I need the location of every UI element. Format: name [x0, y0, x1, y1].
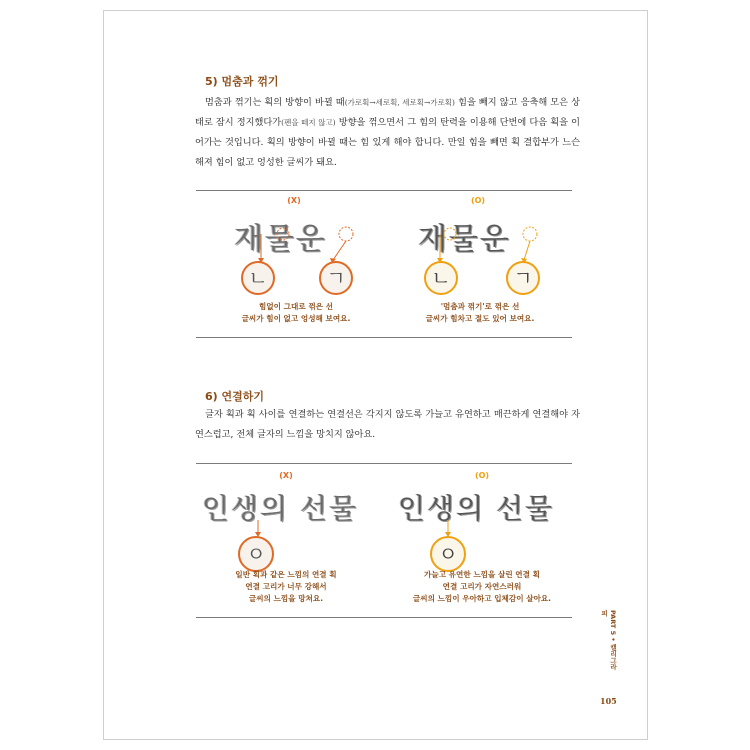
correct-mark-2: (O) [474, 471, 490, 480]
figure2-top-rule [196, 463, 572, 464]
figure-top-rule [196, 190, 572, 191]
correct-mark: (O) [470, 196, 486, 205]
section-heading-connecting: 6) 연결하기 [205, 390, 265, 403]
section-heading-stop-and-turn: 5) 멈춤과 꺾기 [205, 75, 279, 88]
zoom-circle-bad-3: ㅇ [238, 536, 274, 572]
brush-sample-good-2: 인생의 선물 [398, 492, 555, 525]
zoom-circle-good-1: ㄴ [424, 261, 458, 295]
zoom-circle-bad-2: ㄱ [319, 261, 353, 295]
caption-good: '멈춤과 꺾기'로 꺾은 선 글씨가 힘차고 절도 있어 보여요. [425, 302, 535, 323]
section-paragraph-connecting: 글자 획과 획 사이를 연결하는 연결선은 각지지 않도록 가늘고 유연하고 매끈하게 연결해야 자연스럽고, 전체 글자의 느낌을 망치지 않아요. [195, 409, 580, 440]
zoom-circle-good-2: ㄱ [506, 261, 540, 295]
brush-sample-bad: 재물운 [234, 222, 327, 257]
page-number: 105 [600, 696, 617, 706]
chapter-side-tab: PART 5 • 캘리그라피 [600, 610, 617, 670]
wrong-mark: (X) [287, 196, 301, 205]
zoom-circle-bad-1: ㄴ [241, 261, 275, 295]
brush-sample-bad-2: 인생의 선물 [202, 492, 359, 525]
section-paragraph-stop-and-turn: 멈춤과 꺾기는 획의 방향이 바뀔 때(가로획→세로획, 세로획→가로획) 힘을 빼지 않고 응축해 모은 상태로 잠시 정지했다가(펜을 떼지 않고) 방향을 꺾으면서 그 힘의 탄력을 이용해 단번에 다음 획을 이어가는 것입니다. 획의 방향이 바뀔 때는 힘 있게 해야 합니다. 만일 힘을 빼면 획 결합부가 느슨해져 힘이 없고 엉성한 글씨가 돼요. [195, 97, 580, 168]
caption-good-2: 가늘고 유연한 느낌을 살린 연결 획 연결 고리가 자연스러워 글씨의 느낌이 우아하고 입체감이 살아요. [412, 570, 552, 603]
figure2-bottom-rule [196, 617, 572, 618]
zoom-circle-good-3: ㅇ [430, 536, 466, 572]
caption-bad-2: 일반 획과 같은 느낌의 연결 획 연결 고리가 너무 강해서 글씨의 느낌을 망쳐요. [235, 570, 337, 603]
figure-bottom-rule [196, 337, 572, 338]
wrong-mark-2: (X) [279, 471, 293, 480]
caption-bad: 힘없이 그대로 꺾은 선 글씨가 힘이 없고 엉성해 보여요. [241, 302, 351, 323]
brush-sample-good: 재물운 [418, 222, 511, 257]
